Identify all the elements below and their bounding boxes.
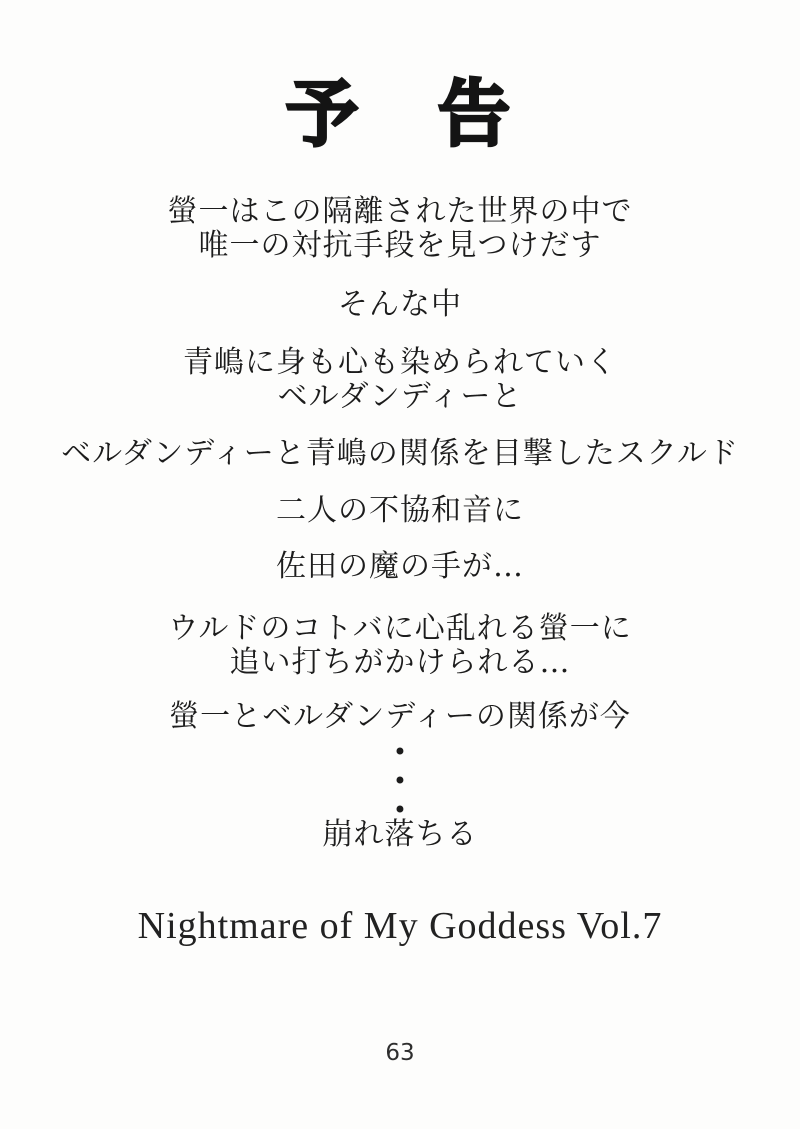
preview-line: ウルドのコトバに心乱れる螢一に xyxy=(168,611,632,646)
preview-line: 唯一の対抗手段を見つけだす xyxy=(198,228,602,263)
preview-line: 螢一はこの隔離された世界の中で xyxy=(167,194,633,229)
ellipsis-dot: • xyxy=(392,796,408,824)
vertical-ellipsis xyxy=(0,738,800,825)
closing-line: 崩れ落ちる xyxy=(322,817,478,852)
preview-line: 佐田の魔の手が… xyxy=(276,549,524,584)
preview-line: 二人の不協和音に xyxy=(276,493,524,528)
ellipsis-dot: • xyxy=(392,767,408,795)
preview-line: ベルダンディーと青嶋の関係を目撃したスクルド xyxy=(61,436,739,471)
preview-line: そんな中 xyxy=(338,287,462,322)
preview-line: 追い打ちがかけられる… xyxy=(229,645,571,680)
page-number: 63 xyxy=(385,1040,415,1066)
preview-line: 青嶋に身も心も染められていく xyxy=(183,345,617,380)
page-title: 予 告 xyxy=(285,71,514,156)
ellipsis-dot: • xyxy=(392,738,408,766)
series-title: Nightmare of My Goddess Vol.7 xyxy=(137,905,663,947)
preview-line: 螢一とベルダンディーの関係が今 xyxy=(169,699,631,734)
preview-line: ベルダンディーと xyxy=(277,379,523,414)
